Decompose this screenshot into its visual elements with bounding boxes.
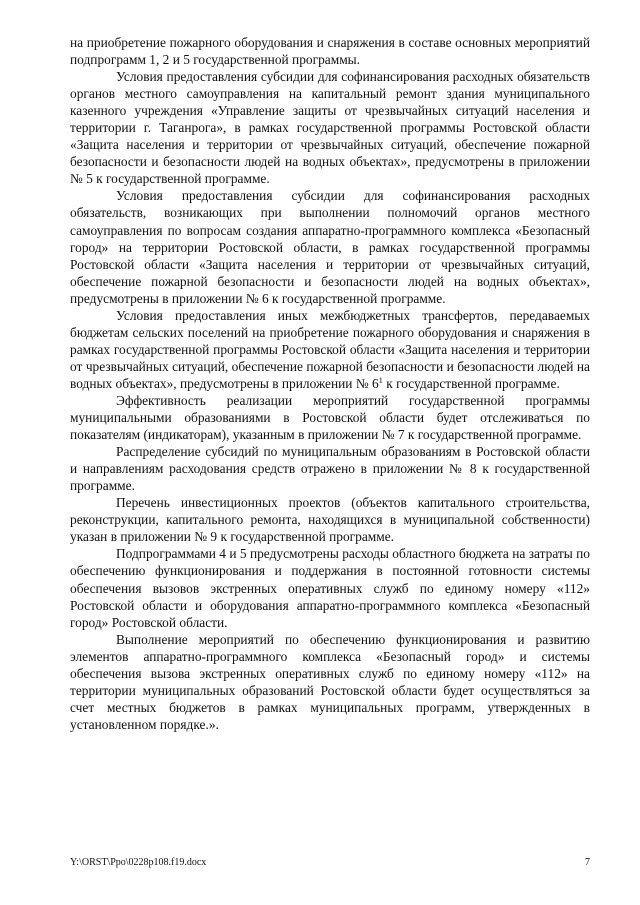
document-body [70,34,590,733]
paragraph-interbudget-transfers [70,307,590,392]
paragraph-subprograms-expenses: Подпрограммами 4 и 5 предусмотрены расходы областного бюджета на затраты по обеспечению функционирования и поддержания в постоянной готовности системы обеспечения вызовов экстренных оперативных служб по единому номеру «112» Ростовской области и оборудования аппаратно-программного комплекса «Безопасный город» Ростовской области. [70,546,590,630]
transfers-text-end: к государственной программе. [382,375,560,391]
paragraph-investment-projects: Перечень инвестиционных проектов (объектов капитального строительства, реконструкции, капитального ремонта, находящихся в муниципальной собственности) указан в приложении № 9 к государственной программе. [70,495,590,545]
paragraph-efficiency: Эффективность реализации мероприятий государственной программы муниципальными образованиями в Ростовской области будет отслеживаться по показателям (индикаторам), указанным в приложении № 7 к государственной программе. [70,392,590,443]
paragraph-subsidy-distribution: Распределение субсидий по муниципальным образованиям в Ростовской области и направлениям расходования средств отражено в приложении № 8 к государственной программе. [70,444,590,494]
page-number: 7 [585,857,590,868]
transfers-text: Условия предоставления иных межбюджетных трансфертов, передаваемых бюджетам сельских поселений на приобретение пожарного оборудования и снаряжения в рамках государственной программы Ростовской области «Защита населения и территории от чрезвычайных ситуаций, обеспечение пожарной безопасности и безопасности людей на водных объектах», предусмотрены в приложении № 6 [70,307,590,391]
paragraph-safe-city-subsidy: Условия предоставления субсидии для софинансирования расходных обязательств, возникающих при выполнении полномочий органов местного самоуправления по вопросам создания аппаратно-программного комплекса «Безопасный город» на территории Ростовской области, в рамках государственной программы Ростовской области «Защита населения и территории от чрезвычайных ситуаций, обеспечение пожарной безопасности и безопасности людей на водных объектах», предусмотрены в приложении № 6 к государственной программе. [70,188,590,306]
footer-file-path: Y:\ORST\Ppo\0228p108.f19.docx [70,857,207,868]
superscript-footnote: 1 [378,374,383,385]
page-footer [70,857,590,869]
paragraph-taganrog-subsidy: Условия предоставления субсидии для софинансирования расходных обязательств органов местного самоуправления на капитальный ремонт здания муниципального казенного учреждения «Управление защиты от чрезвычайных ситуаций населения и территории г. Таганрога», в рамках государственной программы Ростовской области «Защита населения и территории от чрезвычайных ситуаций, обеспечение пожарной безопасности и безопасности людей на водных объектах», предусмотрены в приложении № 5 к государственной программе. [70,69,590,187]
paragraph-implementation: Выполнение мероприятий по обеспечению функционирования и развитию элементов аппаратно-программного комплекса «Безопасный город» и системы обеспечения вызова экстренных оперативных служб по единому номеру «112» на территории муниципальных образований Ростовской области будет осуществляться за счет местных бюджетов в рамках муниципальных программ, утвержденных в установленном порядке.». [70,631,590,732]
paragraph-continuation: на приобретение пожарного оборудования и снаряжения в составе основных мероприятий подпрограмм 1, 2 и 5 государственной программы. [70,35,590,68]
